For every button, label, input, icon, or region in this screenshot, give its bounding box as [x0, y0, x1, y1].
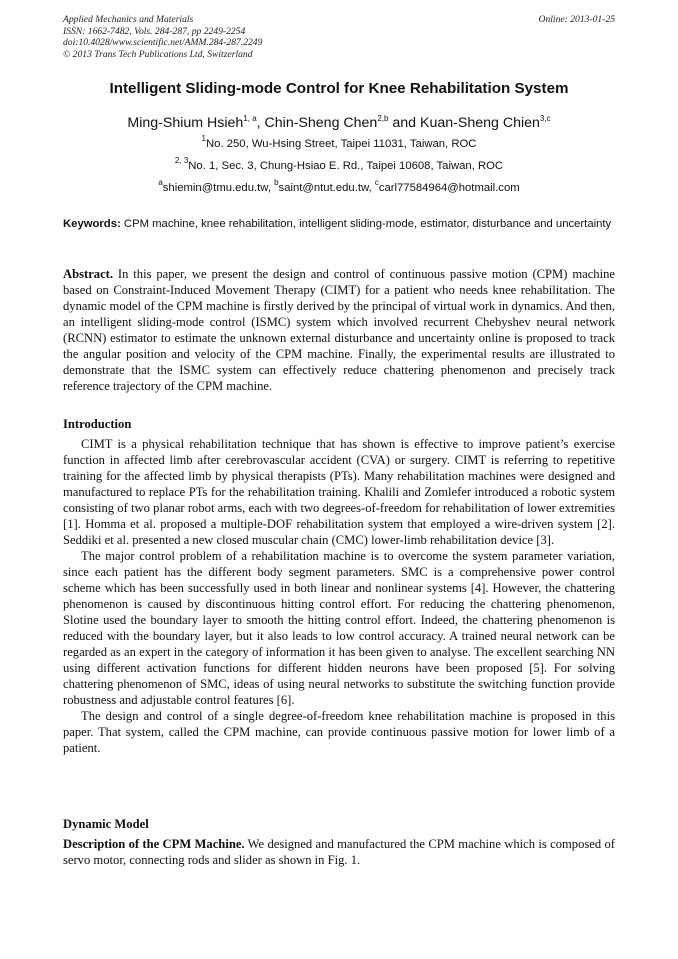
author-separator: , [256, 115, 265, 131]
journal-name: Applied Mechanics and Materials [63, 14, 194, 25]
email-separator: , [368, 182, 375, 194]
email-marker: a [158, 178, 163, 187]
online-date: Online: 2013-01-25 [538, 14, 615, 25]
author-name: Kuan-Sheng Chien [420, 115, 540, 131]
author-marker: 2,b [377, 114, 389, 123]
keywords-text: CPM machine, knee rehabilitation, intelligent sliding-mode, estimator, disturbance and uncertainty [120, 218, 612, 230]
email-address: saint@ntut.edu.tw [278, 182, 369, 194]
subsection-text: We designed and manufactured the CPM machine which is composed of servo motor, connecting rods and slider as shown in Fig. 1. [63, 837, 615, 867]
abstract-text: In this paper, we present the design and control of continuous passive motion (CPM) machine based on Constraint-Induced Movement Therapy (CIMT) for a patient who needs knee rehabilitation. The dynamic model of the CPM machine is firstly derived by the principal of virtual work in dynamics. And then, an intelligent sliding-mode control (ISMC) system which involved recurrent Chebyshev neural network (RCNN) estimator to estimate the unknown external disturbance and uncertainty online is proposed to track the angular position and velocity of the CPM machine. Finally, the experimental results are illustrated to demonstrate that the ISMC system can effectively reduce chattering phenomenon and precisely track reference trajectory of the CPM machine. [63, 267, 615, 393]
paragraph: CIMT is a physical rehabilitation technique that has shown is effective to improve patient’s exercise function in affected limb after cerebrovascular accident (CVA) or surgery. CIMT is referring to repetitive training for the affected limb by physical therapists (PTs). Many rehabilitation machines were designed and manufactured to replace PTs for the rehabilitation training. Khalili and Zomlefer introduced a robotic system consisting of two planar robot arms, each with two degrees-of-freedom for rehabilitation of lower extremities [1]. Homma et al. proposed a multiple-DOF rehabilitation system that employed a wire-driven system [2]. Seddiki et al. presented a new closed muscular chain (CMC) lower-limb rehabilitation device [3]. [63, 437, 615, 547]
affiliation-marker: 2, 3 [174, 156, 189, 165]
introduction-body [63, 436, 615, 756]
author-marker: 1, a [243, 114, 257, 123]
introduction-heading: Introduction [63, 417, 132, 431]
paper-title: Intelligent Sliding-mode Control for Knee Rehabilitation System [109, 80, 569, 97]
abstract [63, 266, 615, 394]
subsection-label: Description of the CPM Machine. [63, 837, 245, 851]
author-marker: 3,c [539, 114, 551, 123]
paragraph: The design and control of a single degree-of-freedom knee rehabilitation machine is proposed in this paper. That system, called the CPM machine, can provide continuous passive motion for lower limb of a patient. [63, 709, 615, 755]
affiliation-text: No. 250, Wu-Hsing Street, Taipei 11031, Taiwan, ROC [206, 138, 477, 150]
email-address: carl77584964@hotmail.com [378, 182, 520, 194]
journal-doi: doi:10.4028/www.scientific.net/AMM.284-287.2249 [63, 37, 263, 48]
journal-meta [63, 14, 262, 60]
author-separator: and [388, 115, 421, 131]
email-separator: , [267, 182, 275, 194]
keywords [63, 217, 615, 233]
journal-issn: ISSN: 1662-7482, Vols. 284-287, pp 2249-2254 [63, 25, 246, 37]
email-marker: c [374, 178, 379, 187]
email-address: shiemin@tmu.edu.tw [162, 182, 268, 194]
abstract-label: Abstract. [63, 267, 114, 281]
dynamic-model-body [63, 836, 615, 868]
keywords-label: Keywords: [63, 218, 121, 230]
author-name: Ming-Shium Hsieh [127, 115, 244, 131]
paragraph: The major control problem of a rehabilitation machine is to overcome the system parameter variation, since each patient has the different body segment parameters. SMC is a comprehensive power control scheme which has been successfully used in both linear and nonlinear systems [4]. However, the chattering phenomenon is caused by discontinuous hitting control effort. For reducing the chattering phenomenon, Slotine used the boundary layer to smooth the hitting control effort. Indeed, the chattering phenomenon is reduced with the boundary layer, but it also leads to low control accuracy. A trained neural network can be regarded as an expert in the category of information it has been given to analyse. The excellent searching NN using different activation functions for different hidden neurons have been proposed [5]. For solving chattering phenomenon of SMC, ideas of using neural networks to substitute the switching function provide robustness and adjustable control features [6]. [63, 549, 615, 707]
author-list [0, 114, 678, 132]
affiliation-text: No. 1, Sec. 3, Chung-Hsiao E. Rd., Taipei 10608, Taiwan, ROC [188, 160, 504, 172]
author-name: Chin-Sheng Chen [264, 115, 378, 131]
dynamic-model-heading: Dynamic Model [63, 817, 149, 831]
affiliation-marker: 1 [201, 134, 206, 143]
email-marker: b [274, 178, 279, 187]
journal-copyright: © 2013 Trans Tech Publications Ltd, Switzerland [63, 48, 253, 60]
affiliation-2 [0, 156, 678, 173]
email-list [0, 178, 678, 195]
affiliation-1 [0, 134, 678, 151]
